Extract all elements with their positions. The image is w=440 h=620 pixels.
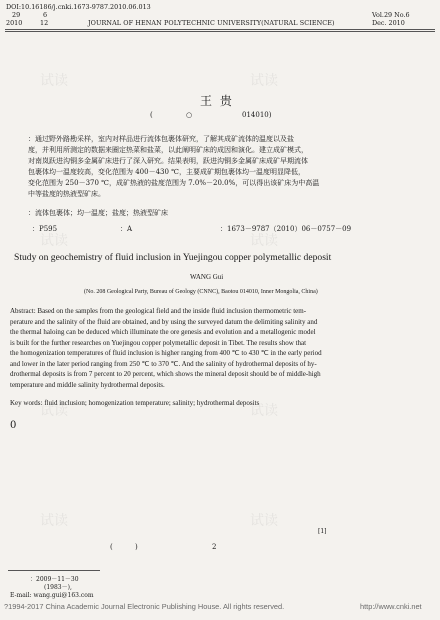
watermark: 试读 xyxy=(40,513,68,529)
doc-code: ：A xyxy=(120,225,133,233)
article-id: ：1673－9787（2010）06－0757－09 xyxy=(220,225,352,233)
author-cn: 王 贵 xyxy=(200,94,234,108)
header-right-vol: Vol.29 No.6 xyxy=(372,11,410,19)
author-en: WANG Gui xyxy=(190,273,224,281)
footnote-author: (1983－), xyxy=(44,584,72,591)
reference-mark: [1] xyxy=(318,528,327,535)
cnki-link[interactable]: http://www.cnki.net xyxy=(360,602,422,611)
keywords-cn: ：流体包裹体；均一温度；盐度；热液型矿床 xyxy=(28,209,168,217)
header-left-year: 2010 xyxy=(6,19,23,27)
header-rule-thin xyxy=(5,31,435,32)
header-left-vol: 29 xyxy=(12,11,21,19)
affil-cn-left: ( xyxy=(150,111,153,119)
watermark: 试读 xyxy=(250,513,278,529)
abstract-cn-line: 变化范围为 250－370 ℃，成矿热液的盐度范围为 7.0%－20.0%，可以得出该矿床为中高温 xyxy=(28,179,320,187)
abstract-en-line: and lower in the later period ranging from 250 ℃ to 370 ℃. And the salinity of hydrothermal deposits of hy- xyxy=(10,359,317,368)
abstract-cn xyxy=(28,134,416,200)
header-right-date: Dec. 2010 xyxy=(372,19,405,27)
abstract-cn-line: 包裹体均一温度较高，变化范围为 400－430 ℃，主要成矿期包裹体均一温度明显降低， xyxy=(28,168,306,176)
header-rule xyxy=(5,29,435,30)
clc-number: ：P595 xyxy=(32,225,58,233)
page-ref-two: 2 xyxy=(212,543,217,551)
title-en: Study on geochemistry of fluid inclusion in Yuejingou copper polymetallic deposit xyxy=(14,252,332,263)
abstract-en-line: temperature and middle salinity hydrothermal deposits. xyxy=(10,380,165,389)
footnote-received: ：2009－11－30 xyxy=(30,576,79,583)
header-left-no: 6 xyxy=(43,11,48,19)
watermark: 试读 xyxy=(40,403,68,419)
abstract-en-line: Abstract: Based on the samples from the geological field and the inside fluid inclusion thermometric tem- xyxy=(10,307,307,315)
affil-cn-mid: ○ xyxy=(186,111,193,119)
watermark: 试读 xyxy=(250,403,278,419)
affil-en: (No. 208 Geological Party, Bureau of Geology (CNNC), Baotou 014010, Inner Mongolia, China) xyxy=(84,289,318,295)
section-heading-zero: 0 xyxy=(10,420,17,431)
header-left-month: 12 xyxy=(40,19,49,27)
bracket-text: ( ) xyxy=(110,543,138,551)
abstract-en-line: the homogenization temperatures of fluid inclusion is higher ranging from 400 ℃ to 430 ℃ in the early period xyxy=(10,349,322,357)
abstract-cn-line: 对南岚跃进沟铜多金属矿床进行了深入研究。结果表明，跃进沟铜多金属矿床成矿早期流体 xyxy=(28,157,308,165)
abstract-en-line: is built for the further researches on Yuejingou copper polymetallic deposit in Tibet. The results show that xyxy=(10,338,307,347)
abstract-cn-line: 中等盐度的热液型矿床。 xyxy=(28,190,105,198)
doi: DOI:10.16186/j.cnki.1673-9787.2010.06.013 xyxy=(6,3,151,11)
watermark: 试读 xyxy=(250,233,278,249)
watermark: 试读 xyxy=(40,233,68,249)
copyright-line: ?1994-2017 China Academic Journal Electronic Publishing House. All rights reserved. xyxy=(4,602,285,611)
abstract-en-line: perature and the salinity of the fluid are obtained, and by using the surveyed datum the delimiting salinity and xyxy=(10,317,318,326)
abstract-cn-line: 度，并利用所测定的数据来圈定热菜和盐菜，以此阐明矿床的成因和演化。建立成矿模式， xyxy=(28,146,308,154)
keywords-en: Key words: fluid inclusion; homogenization temperature; salinity; hydrothermal deposits xyxy=(10,399,260,407)
watermark: 试读 xyxy=(40,73,68,89)
footnote-email: E-mail: wang.gui@163.com xyxy=(10,592,94,599)
abstract-cn-line: ：通过野外路勘采样，室内对样品进行流体包裹体研究，了解其成矿流体的温度以及盐 xyxy=(28,135,294,143)
abstract-en xyxy=(10,306,430,390)
journal-name: JOURNAL OF HENAN POLYTECHNIC UNIVERSITY(NATURAL SCIENCE) xyxy=(88,19,335,27)
abstract-en-line: drothermal deposits is from 7 percent to 20 percent, which shows the mineral deposit should be of middle-high xyxy=(10,370,321,378)
affil-cn-code: 014010) xyxy=(242,111,272,119)
abstract-en-line: the thermal haloing can be deduced which illuminate the ore genesis and evolution and a metallogenic model xyxy=(10,328,316,336)
watermark: 试读 xyxy=(250,73,278,89)
footnote-rule xyxy=(8,570,100,571)
